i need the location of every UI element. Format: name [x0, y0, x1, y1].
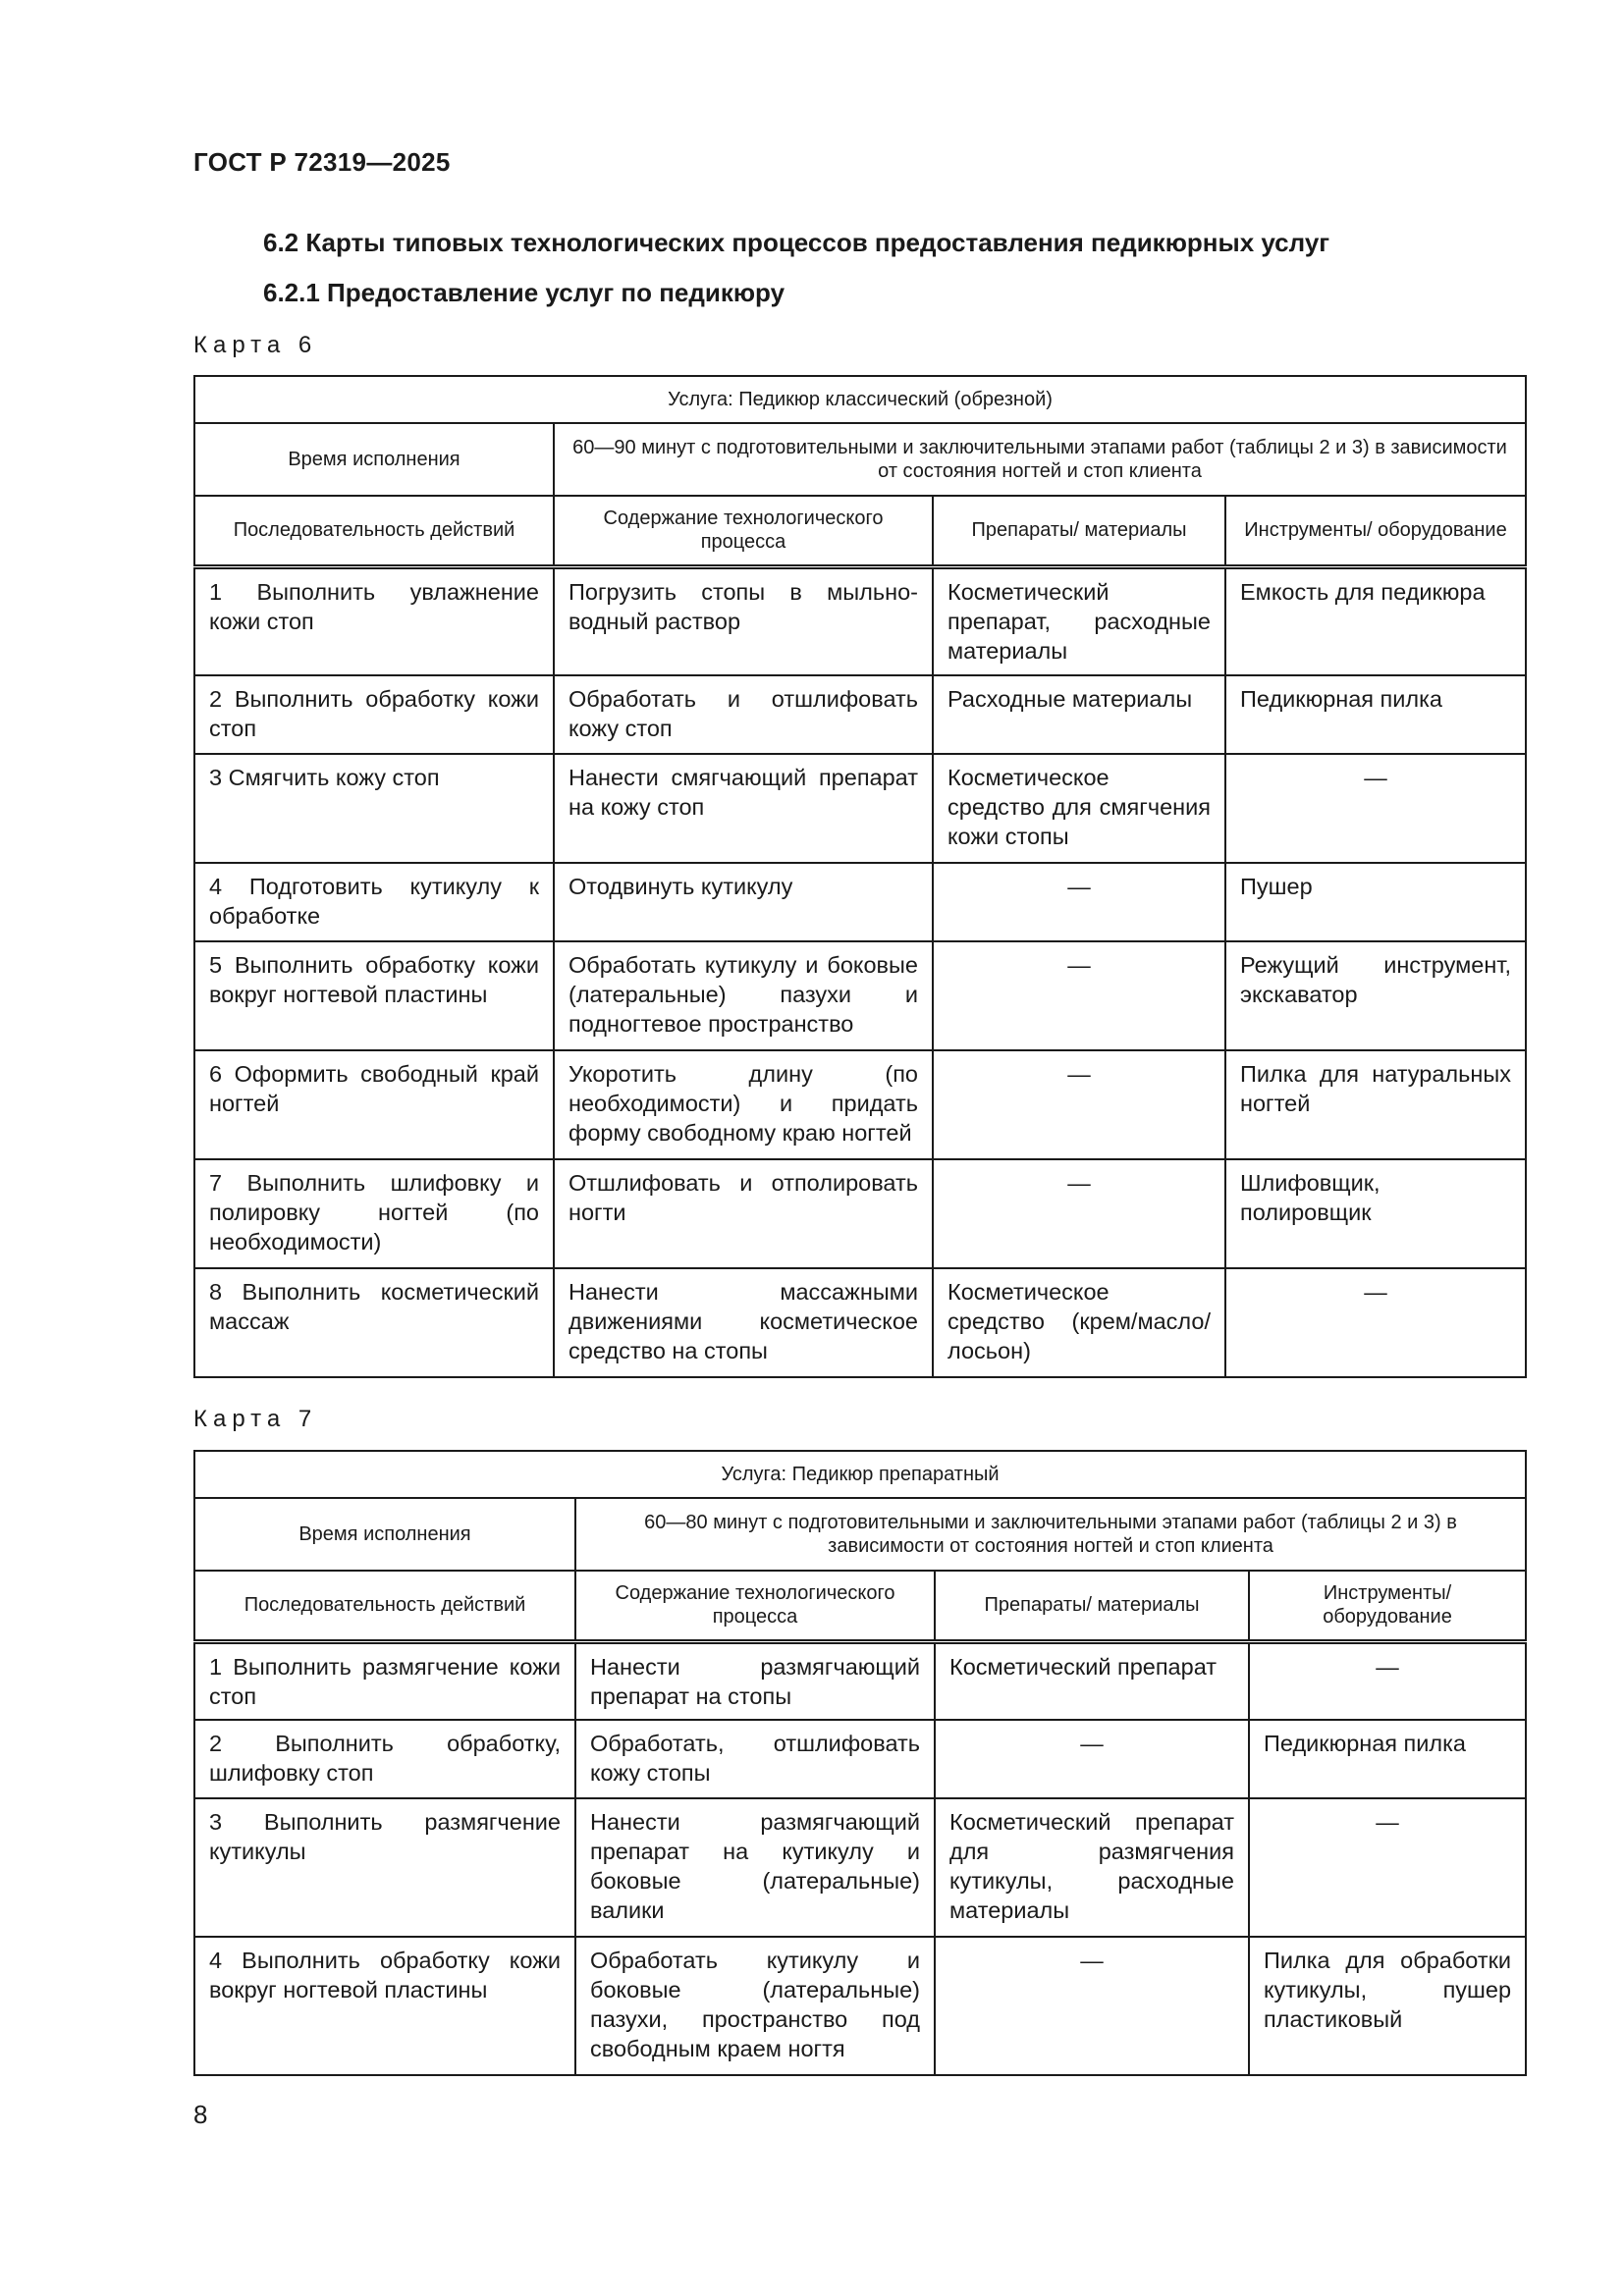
- card-6-table: [193, 375, 1527, 1378]
- table-cell: Обработать кутикулу и боковые (латеральные) пазухи и подногтевое пространство: [554, 941, 933, 1050]
- table-cell: Емкость для педикюра: [1225, 566, 1526, 675]
- table-cell: 2 Выполнить обработку кожи стоп: [194, 675, 554, 754]
- table-cell: Расходные материалы: [933, 675, 1225, 754]
- table-cell: —: [935, 1720, 1249, 1798]
- table-cell: Обработать, отшлифовать кожу стопы: [575, 1720, 935, 1798]
- column-header-sequence: Последовательность действий: [194, 1571, 575, 1641]
- table-row: [194, 1720, 1526, 1798]
- table-cell: 2 Выполнить обработку, шлифовку стоп: [194, 1720, 575, 1798]
- table-cell: —: [933, 941, 1225, 1050]
- table-row: [194, 675, 1526, 754]
- table-cell: —: [1249, 1798, 1526, 1937]
- table-cell: Нанести размягчающий препарат на стопы: [575, 1641, 935, 1720]
- table-cell: —: [1225, 754, 1526, 863]
- table-cell: 7 Выполнить шлифовку и полировку ногтей (по необходимости): [194, 1159, 554, 1268]
- card-7-label: Карта 7: [193, 1406, 318, 1432]
- time-label: Время исполнения: [194, 423, 554, 496]
- column-header-materials: Препараты/ материалы: [935, 1571, 1249, 1641]
- table-cell: —: [933, 1050, 1225, 1159]
- table-cell: Погрузить стопы в мыльно-водный раствор: [554, 566, 933, 675]
- table-row: [194, 1159, 1526, 1268]
- table-cell: Косметическое средство (крем/масло/лосьон): [933, 1268, 1225, 1377]
- table-cell: Косметический препарат, расходные материалы: [933, 566, 1225, 675]
- time-value: 60—80 минут с подготовительными и заключительными этапами работ (таблицы 2 и 3) в зависимости от состояния ногтей и стоп клиента: [575, 1498, 1526, 1571]
- table-cell: 8 Выполнить косметический массаж: [194, 1268, 554, 1377]
- table-cell: Укоротить длину (по необходимости) и придать форму свободному краю ногтей: [554, 1050, 933, 1159]
- card-6-label: Карта 6: [193, 332, 318, 358]
- table-cell: Обработать кутикулу и боковые (латеральные) пазухи, пространство под свободным краем ногтя: [575, 1937, 935, 2075]
- table-cell: 3 Выполнить размягчение кутикулы: [194, 1798, 575, 1937]
- table-cell: Нанести размягчающий препарат на кутикулу и боковые (латеральные) валики: [575, 1798, 935, 1937]
- table-cell: Обработать и отшлифовать кожу стоп: [554, 675, 933, 754]
- table-cell: —: [933, 1159, 1225, 1268]
- table-cell: Педикюрная пилка: [1225, 675, 1526, 754]
- table-cell: —: [933, 863, 1225, 941]
- table-row: [194, 1937, 1526, 2075]
- table-cell: 4 Подготовить кутикулу к обработке: [194, 863, 554, 941]
- table-row: [194, 754, 1526, 863]
- table-cell: Пилка для натуральных ногтей: [1225, 1050, 1526, 1159]
- table-cell: Отшлифовать и отполировать ногти: [554, 1159, 933, 1268]
- table-row: [194, 941, 1526, 1050]
- table-cell: —: [1225, 1268, 1526, 1377]
- table-cell: 6 Оформить свободный край ногтей: [194, 1050, 554, 1159]
- service-title: Услуга: Педикюр препаратный: [194, 1451, 1526, 1498]
- table-cell: Нанести массажными движениями косметическое средство на стопы: [554, 1268, 933, 1377]
- table-cell: Косметический препарат для размягчения кутикулы, расходные материалы: [935, 1798, 1249, 1937]
- table-cell: Отодвинуть кутикулу: [554, 863, 933, 941]
- table-cell: Нанести смягчающий препарат на кожу стоп: [554, 754, 933, 863]
- table-cell: Педикюрная пилка: [1249, 1720, 1526, 1798]
- card-7-table: [193, 1450, 1527, 2076]
- table-cell: Косметическое средство для смягчения кожи стопы: [933, 754, 1225, 863]
- table-cell: 1 Выполнить увлажнение кожи стоп: [194, 566, 554, 675]
- table-row: [194, 566, 1526, 675]
- service-title: Услуга: Педикюр классический (обрезной): [194, 376, 1526, 423]
- table-cell: Косметический препарат: [935, 1641, 1249, 1720]
- table-cell: 5 Выполнить обработку кожи вокруг ногтевой пластины: [194, 941, 554, 1050]
- section-title-6-2-1: 6.2.1 Предоставление услуг по педикюру: [263, 278, 785, 307]
- table-cell: 4 Выполнить обработку кожи вокруг ногтевой пластины: [194, 1937, 575, 2075]
- column-header-content: Содержание технологического процесса: [554, 496, 933, 566]
- column-header-materials: Препараты/ материалы: [933, 496, 1225, 566]
- table-row: [194, 863, 1526, 941]
- column-header-content: Содержание технологического процесса: [575, 1571, 935, 1641]
- section-title-6-2: 6.2 Карты типовых технологических процессов предоставления педикюрных услуг: [263, 228, 1330, 257]
- table-cell: Шлифовщик, полировщик: [1225, 1159, 1526, 1268]
- table-cell: 1 Выполнить размягчение кожи стоп: [194, 1641, 575, 1720]
- table-cell: 3 Смягчить кожу стоп: [194, 754, 554, 863]
- table-row: [194, 1268, 1526, 1377]
- table-cell: —: [1249, 1641, 1526, 1720]
- column-header-tools: Инструменты/ оборудование: [1249, 1571, 1526, 1641]
- table-cell: Пушер: [1225, 863, 1526, 941]
- column-header-tools: Инструменты/ оборудование: [1225, 496, 1526, 566]
- table-row: [194, 1798, 1526, 1937]
- column-header-sequence: Последовательность действий: [194, 496, 554, 566]
- table-row: [194, 1050, 1526, 1159]
- table-cell: —: [935, 1937, 1249, 2075]
- document-code: ГОСТ Р 72319—2025: [193, 147, 451, 177]
- time-label: Время исполнения: [194, 1498, 575, 1571]
- table-cell: Пилка для обработки кутикулы, пушер пластиковый: [1249, 1937, 1526, 2075]
- table-cell: Режущий инструмент, экскаватор: [1225, 941, 1526, 1050]
- page-number: 8: [193, 2100, 208, 2129]
- table-row: [194, 1641, 1526, 1720]
- time-value: 60—90 минут с подготовительными и заключительными этапами работ (таблицы 2 и 3) в зависимости от состояния ногтей и стоп клиента: [554, 423, 1526, 496]
